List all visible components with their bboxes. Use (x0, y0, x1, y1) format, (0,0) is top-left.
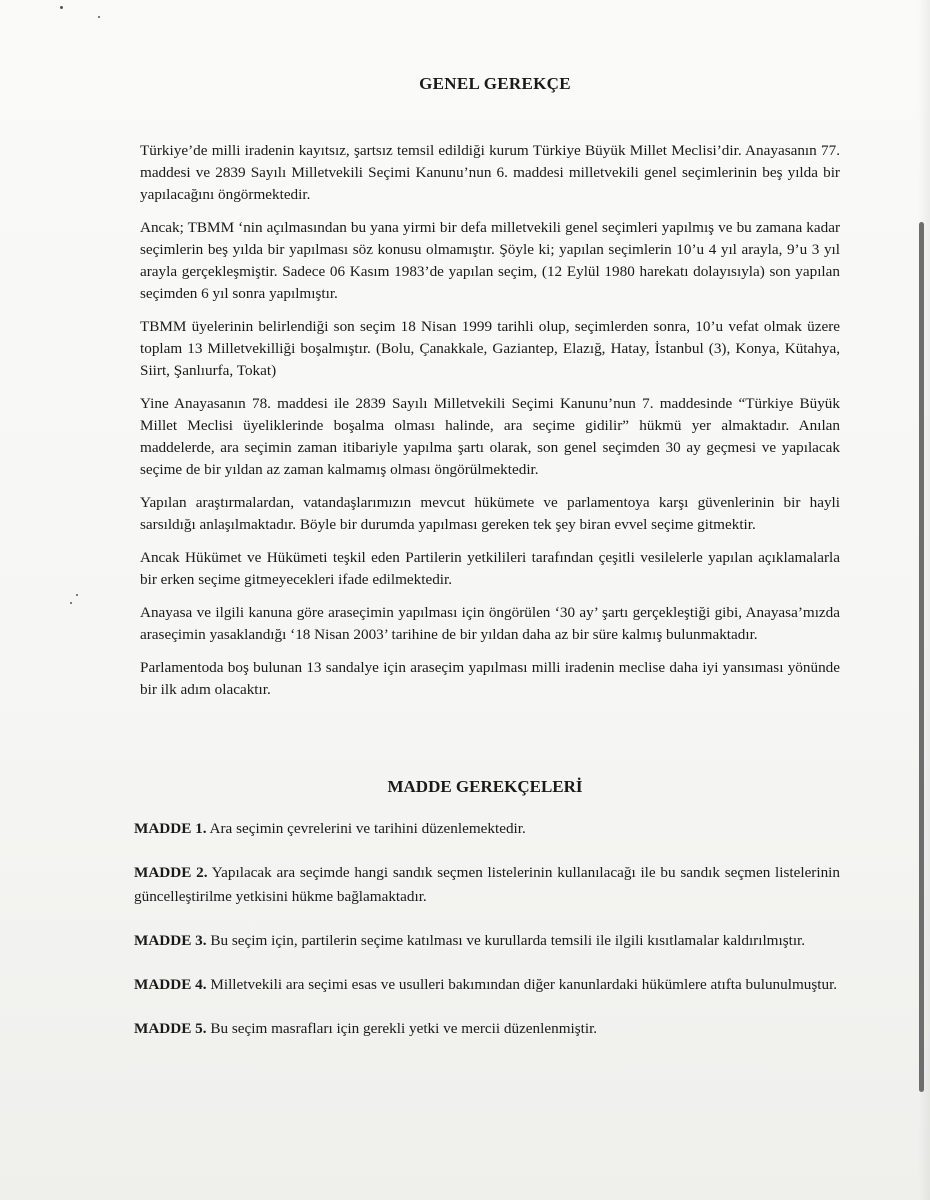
madde-item (134, 1017, 840, 1041)
paragraph: Parlamentoda boş bulunan 13 sandalye için araseçim yapılması milli iradenin meclise daha iyi yansıması yönünde bir ilk adım olacaktır. (140, 659, 840, 698)
madde-text: Yapılacak ara seçimde hangi sandık seçmen listelerinin kullanılacağı ile bu sandık seçmen listelerinin güncelleştirilme yetkisini hükme bağlamaktadır. (134, 864, 840, 905)
madde-label: MADDE 5. (134, 1020, 207, 1037)
document-body (134, 74, 840, 1061)
madde-text: Bu seçim masrafları için gerekli yetki ve mercii düzenlenmiştir. (206, 1020, 598, 1037)
madde-list (134, 817, 840, 1041)
madde-label: MADDE 2. (134, 864, 208, 881)
madde-item (134, 929, 840, 953)
scan-speck (76, 594, 78, 596)
scan-speck (60, 6, 63, 9)
paragraph: Ancak; TBMM ‘nin açılmasından bu yana yirmi bir defa milletvekili genel seçimleri yapılmış ve bu zamana kadar seçimlerin beş yılda bir yapılması söz konusu olmamıştır. Şöyle ki; yapılan seçimlerin 10’u 4 yıl arayla, 9’u 3 yıl arayla gerçekleşmiştir. Sadece 06 Kasım 1983’de yapılan seçim, (12 Eylül 1980 harekatı dolayısıyla) son yapılan seçimden 6 yıl sonra yapılmıştır. (140, 219, 840, 302)
scan-speck (98, 16, 100, 18)
madde-text: Bu seçim için, partilerin seçime katılması ve kurullarda temsili ile ilgili kısıtlamalar kaldırılmıştır. (206, 932, 806, 949)
paragraph: Yine Anayasanın 78. maddesi ile 2839 Sayılı Milletvekili Seçimi Kanunu’nun 7. maddesinde “Türkiye Büyük Millet Meclisi üyeliklerinde boşalma olması halinde, ara seçime gidilir” hükmü yer almaktadır. Anılan maddelerde, ara seçimin zaman itibariyle yapılma şartı olarak, son genel seçimden 30 ay geçmesi ve yapılacak seçime de bir yıldan az zaman kalmamış olması öngörülmektedir. (140, 395, 840, 478)
madde-gerekceleri-heading: MADDE GEREKÇELERİ (387, 777, 583, 796)
paragraph: Anayasa ve ilgili kanuna göre araseçimin yapılması için öngörülen ‘30 ay’ şartı gerçekleştiği gibi, Anayasa’mızda araseçimin yasaklandığı ‘18 Nisan 2003’ tarihine de bir yıldan daha az bir süre kalmış bulunmaktadır. (140, 604, 840, 643)
madde-label: MADDE 1. (134, 820, 207, 837)
madde-item (134, 817, 840, 841)
madde-text: Milletvekili ara seçimi esas ve usulleri bakımından diğer kanunlardaki hükümlere atıfta bulunulmuştur. (206, 976, 838, 993)
document-title: GENEL GEREKÇE (419, 74, 571, 93)
paragraph: Yapılan araştırmalardan, vatandaşlarımızın mevcut hükümete ve parlamentoya karşı güvenlerinin bir hayli sarsıldığı anlaşılmaktadır. Böyle bir durumda yapılması gereken tek şey biran evvel seçime gitmektir. (140, 494, 840, 533)
scan-speck (70, 602, 72, 604)
madde-label: MADDE 3. (134, 932, 207, 949)
madde-item (134, 973, 840, 997)
genel-gerekce-section (140, 140, 840, 701)
paragraph: TBMM üyelerinin belirlendiği son seçim 18 Nisan 1999 tarihli olup, seçimlerden sonra, 10’u vefat olmak üzere toplam 13 Milletvekilliği boşalmıştır. (Bolu, Çanakkale, Gaziantep, Elazığ, Hatay, İstanbul (3), Konya, Kütahya, Siirt, Şanlıurfa, Tokat) (140, 318, 840, 379)
madde-text: Ara seçimin çevrelerini ve tarihini düzenlemektedir. (206, 820, 526, 837)
paragraph: Türkiye’de milli iradenin kayıtsız, şartsız temsil edildiği kurum Türkiye Büyük Millet Meclisi’dir. Anayasanın 77. maddesi ve 2839 Sayılı Milletvekili Seçimi Kanunu’nun 6. maddesi milletvekili genel seçimlerinin beş yılda bir yapılacağını öngörmektedir. (140, 142, 840, 203)
paragraph: Ancak Hükümet ve Hükümeti teşkil eden Partilerin yetkilileri tarafından çeşitli vesilelerle yapılan açıklamalarla bir erken seçime gitmeyecekleri ifade edilmektedir. (140, 549, 840, 588)
madde-item (134, 861, 840, 909)
vertical-scrollbar[interactable] (919, 222, 924, 1092)
madde-label: MADDE 4. (134, 976, 207, 993)
